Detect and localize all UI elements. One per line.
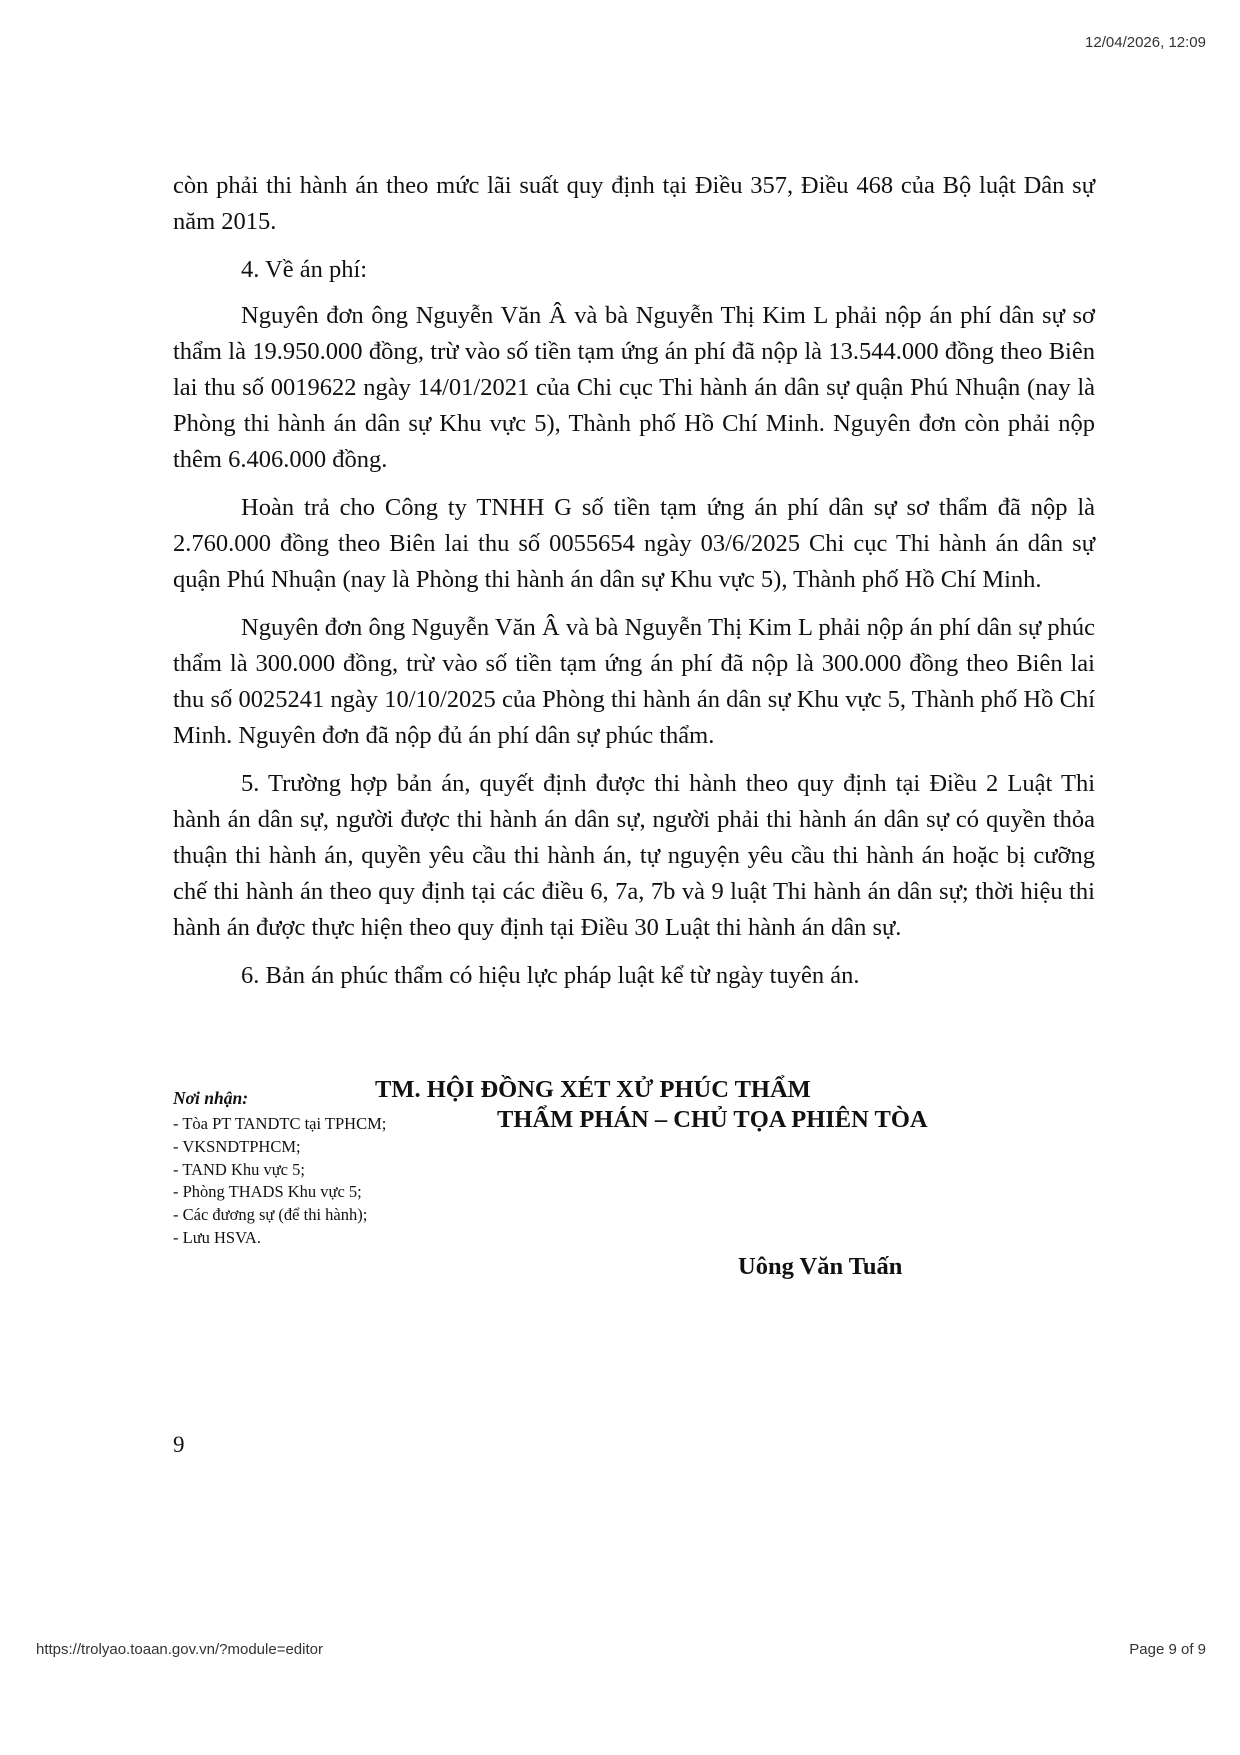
- section-heading-court-fees: 4. Về án phí:: [241, 256, 368, 283]
- print-datetime: 12/04/2026, 12:09: [1085, 34, 1206, 51]
- page-number: 9: [173, 1432, 185, 1457]
- paragraph-enforcement: 5. Trường hợp bản án, quyết định được thi hành theo quy định tại Điều 2 Luật Thi hành án dân sự, người được thi hành án dân sự, người phải thi hành án dân sự có quyền thỏa thuận thi hành án, quyền yêu cầu thi hành án, tự nguyện yêu cầu thi hành án hoặc bị cưỡng chế thi hành án theo quy định tại các điều 6, 7a, 7b và 9 luật Thi hành án dân sự; thời hiệu thi hành án được thực hiện theo quy định tại Điều 30 Luật thi hành án dân sự.: [173, 770, 1095, 941]
- footer-url: https://trolyao.toaan.gov.vn/?module=editor: [36, 1641, 323, 1658]
- footer-page-indicator: Page 9 of 9: [1129, 1641, 1206, 1658]
- document-body: [173, 168, 1095, 1006]
- paragraph-interest: còn phải thi hành án theo mức lãi suất quy định tại Điều 357, Điều 468 của Bộ luật Dân sự năm 2015.: [173, 172, 1095, 235]
- paragraph-appeal-fee: Nguyên đơn ông Nguyễn Văn Â và bà Nguyễn Thị Kim L phải nộp án phí dân sự phúc thẩm là 300.000 đồng, trừ vào số tiền tạm ứng án phí đã nộp là 300.000 đồng theo Biên lai thu số 0025241 ngày 10/10/2025 của Phòng thi hành án dân sự Khu vực 5, Thành phố Hồ Chí Minh. Nguyên đơn đã nộp đủ án phí dân sự phúc thẩm.: [173, 614, 1095, 749]
- recipient-item: - Các đương sự (để thi hành);: [173, 1205, 368, 1225]
- signer-name: Uông Văn Tuấn: [738, 1253, 903, 1280]
- recipients-list: [173, 1113, 386, 1250]
- paragraph-effect: 6. Bản án phúc thẩm có hiệu lực pháp luật kể từ ngày tuyên án.: [241, 962, 860, 989]
- signature-role: THẨM PHÁN – CHỦ TỌA PHIÊN TÒA: [497, 1106, 928, 1133]
- recipient-item: - VKSNDTPHCM;: [173, 1136, 301, 1156]
- paragraph-refund: Hoàn trả cho Công ty TNHH G số tiền tạm ứng án phí dân sự sơ thẩm đã nộp là 2.760.000 đồng theo Biên lai thu số 0055654 ngày 03/6/2025 Chi cục Thi hành án dân sự quận Phú Nhuận (nay là Phòng thi hành án dân sự Khu vực 5), Thành phố Hồ Chí Minh.: [173, 494, 1095, 593]
- recipient-item: - Tòa PT TANDTC tại TPHCM;: [173, 1114, 387, 1133]
- signature-panel-title: TM. HỘI ĐỒNG XÉT XỬ PHÚC THẨM: [375, 1076, 811, 1103]
- paragraph-first-instance-fee: Nguyên đơn ông Nguyễn Văn Â và bà Nguyễn Thị Kim L phải nộp án phí dân sự sơ thẩm là 19.950.000 đồng, trừ vào số tiền tạm ứng án phí đã nộp là 13.544.000 đồng theo Biên lai thu số 0019622 ngày 14/01/2021 của Chi cục Thi hành án dân sự quận Phú Nhuận (nay là Phòng thi hành án dân sự Khu vực 5), Thành phố Hồ Chí Minh. Nguyên đơn còn phải nộp thêm 6.406.000 đồng.: [173, 302, 1095, 473]
- recipient-item: - Phòng THADS Khu vực 5;: [173, 1182, 362, 1202]
- recipient-item: - TAND Khu vực 5;: [173, 1159, 305, 1179]
- recipient-item: - Lưu HSVA.: [173, 1227, 261, 1247]
- recipients-title: Nơi nhận:: [173, 1088, 249, 1108]
